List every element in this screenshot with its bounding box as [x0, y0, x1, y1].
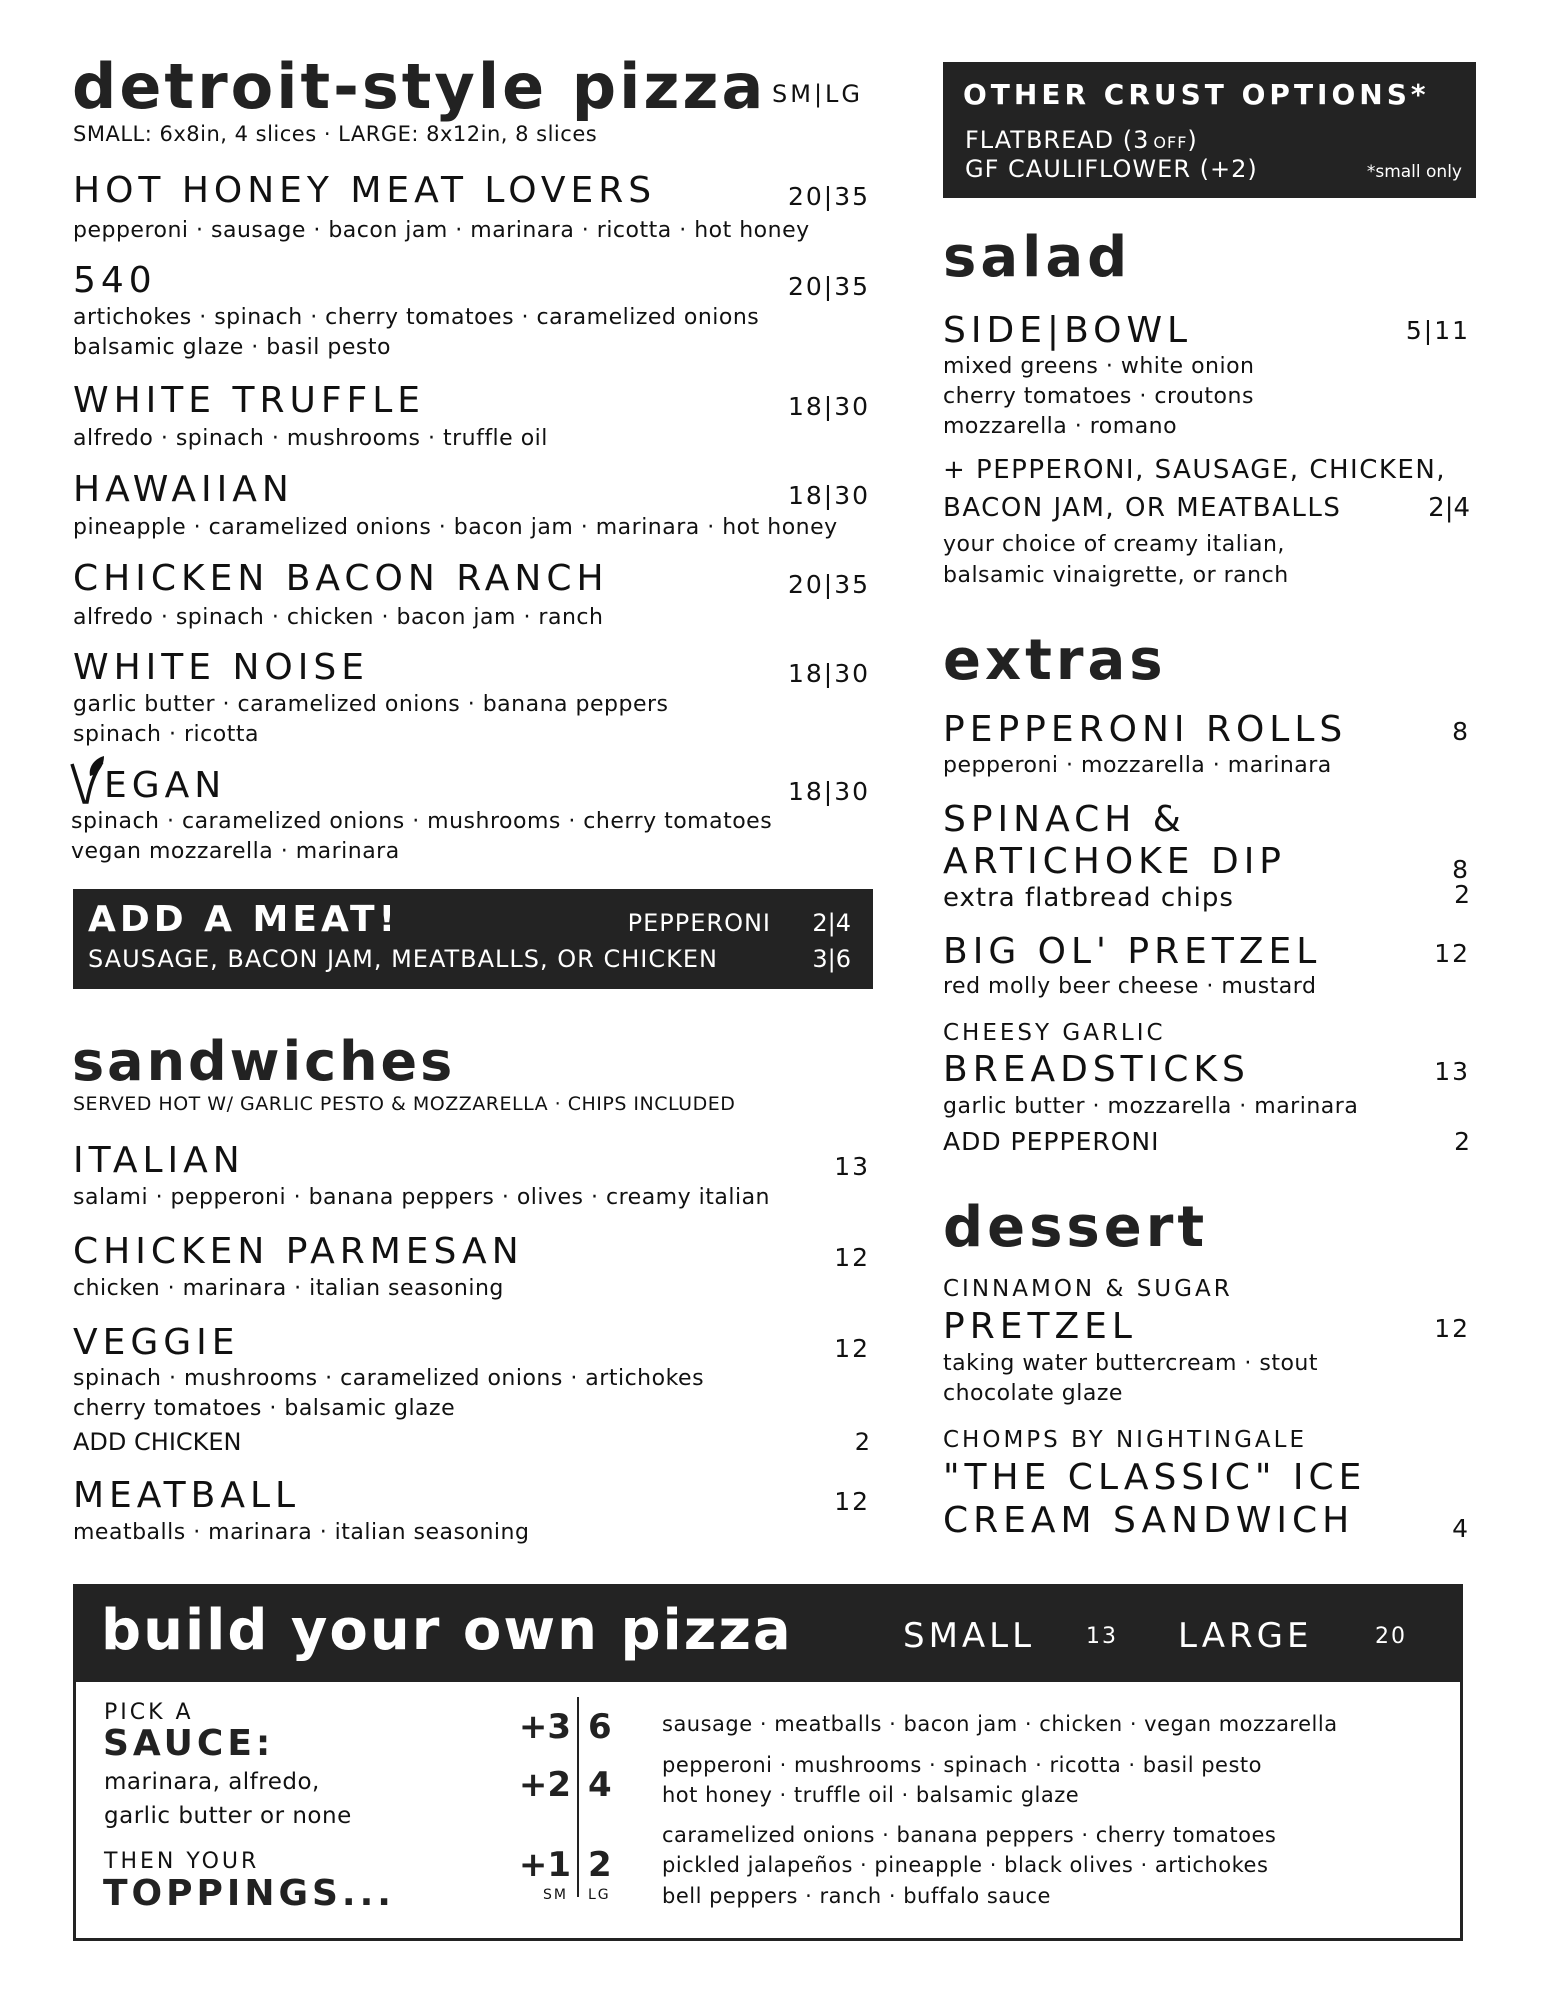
byo-lg-label: LG: [588, 1887, 611, 1903]
item-name: VEGGIE: [73, 1322, 240, 1363]
add-meat-title: ADD A MEAT!: [88, 899, 400, 940]
crust-options-box: [943, 62, 1476, 198]
add-meat-pepperoni-price: 2|4: [812, 909, 851, 937]
byo-price-divider: [577, 1697, 579, 1897]
item-description: red molly beer cheese · mustard: [943, 974, 1317, 999]
menu-item: [943, 1049, 1470, 1090]
addon-label: ADD CHICKEN: [73, 1428, 242, 1456]
salad-addon-line2: BACON JAM, OR MEATBALLS: [943, 493, 1342, 523]
addon-price: 2: [1454, 1127, 1470, 1156]
add-meat-box: [73, 889, 873, 989]
crust-flatbread-label: FLATBREAD (3: [965, 126, 1150, 154]
menu-item: [943, 931, 1470, 972]
item-description: alfredo · spinach · mushrooms · truffle oil: [73, 426, 548, 451]
item-price: 18|30: [787, 659, 870, 688]
byo-small-price: 13: [1086, 1624, 1118, 1649]
byo-large-price: 20: [1375, 1624, 1407, 1649]
item-name: HAWAIIAN: [73, 469, 294, 510]
menu-item: [73, 1475, 870, 1516]
item-name: EGAN: [104, 765, 227, 806]
item-description: pineapple · caramelized onions · bacon jam · marinara · hot honey: [73, 515, 838, 540]
menu-item-vegan: [70, 756, 870, 804]
item-description: spinach · mushrooms · caramelized onions · artichokes: [73, 1366, 705, 1391]
item-description: mozzarella · romano: [943, 414, 1178, 439]
item-description: pepperoni · sausage · bacon jam · marinara · ricotta · hot honey: [73, 218, 810, 243]
item-price: 12: [834, 1487, 870, 1516]
item-pre-label: CINNAMON & SUGAR: [943, 1276, 1233, 1302]
item-price: 12: [834, 1243, 870, 1272]
item-price: 18|30: [787, 481, 870, 510]
item-name: BREADSTICKS: [943, 1049, 1250, 1090]
extras-section-title: extras: [943, 628, 1167, 693]
menu-item: [73, 1231, 870, 1272]
crust-flatbread-close: ): [1187, 126, 1198, 154]
item-name: MEATBALL: [73, 1475, 301, 1516]
crust-flatbread-off: OFF: [1153, 133, 1188, 152]
item-description: garlic butter · caramelized onions · banana peppers: [73, 692, 669, 717]
menu-item: [943, 1306, 1470, 1347]
byo-sauce-options: marinara, alfredo,: [104, 1769, 320, 1795]
byo-tier-lg-price: 6: [588, 1707, 612, 1747]
menu-item: [73, 1140, 870, 1181]
byo-tier-items: pepperoni · mushrooms · spinach · ricotta · basil pesto: [662, 1753, 1262, 1777]
item-name-line2: ARTICHOKE DIP: [943, 841, 1287, 882]
sandwiches-section-title: sandwiches: [72, 1030, 456, 1093]
menu-item: [73, 380, 870, 421]
add-meat-pepperoni-label: PEPPERONI: [627, 909, 771, 937]
crust-title: OTHER CRUST OPTIONS*: [963, 78, 1430, 111]
item-description: artichokes · spinach · cherry tomatoes · caramelized onions: [73, 305, 760, 330]
byo-tier-items: pickled jalapeños · pineapple · black olives · artichokes: [662, 1853, 1269, 1877]
addon-label: extra flatbread chips: [943, 883, 1234, 913]
item-description: taking water buttercream · stout: [943, 1351, 1318, 1376]
item-description: balsamic glaze · basil pesto: [73, 335, 391, 360]
addon-label: ADD PEPPERONI: [943, 1127, 1160, 1156]
byo-toppings-title: TOPPINGS...: [103, 1873, 395, 1914]
item-description: cherry tomatoes · balsamic glaze: [73, 1396, 456, 1421]
item-name: PRETZEL: [943, 1306, 1137, 1347]
salad-addon-price: 2|4: [1428, 493, 1470, 523]
item-description: pepperoni · mozzarella · marinara: [943, 753, 1332, 778]
addon-row: [943, 880, 1470, 913]
item-pre-label: CHEESY GARLIC: [943, 1020, 1166, 1046]
item-description: chocolate glaze: [943, 1381, 1123, 1406]
crust-cauliflower: GF CAULIFLOWER (+2): [965, 155, 1258, 183]
menu-item: [73, 469, 870, 510]
byo-tier-items: sausage · meatballs · bacon jam · chicken · vegan mozzarella: [662, 1712, 1338, 1736]
item-price: 20|35: [787, 272, 870, 301]
salad-dressing: your choice of creamy italian,: [943, 532, 1285, 557]
salad-addon-row: [943, 493, 1470, 523]
addon-price: 2: [854, 1428, 870, 1456]
byo-title: build your own pizza: [101, 1598, 793, 1663]
item-description: cherry tomatoes · croutons: [943, 384, 1254, 409]
byo-box: [73, 1584, 1463, 1941]
pizza-size-subtitle: SMALL: 6x8in, 4 slices · LARGE: 8x12in, 8 slices: [73, 122, 598, 146]
byo-tier-items: bell peppers · ranch · buffalo sauce: [662, 1884, 1051, 1908]
byo-tier-sm-price: +1: [518, 1845, 571, 1885]
item-price: 18|30: [787, 777, 870, 806]
item-name: WHITE NOISE: [73, 647, 369, 688]
item-description: alfredo · spinach · chicken · bacon jam · ranch: [73, 605, 604, 630]
byo-tier-sm-price: +2: [518, 1765, 571, 1805]
item-description: salami · pepperoni · banana peppers · olives · creamy italian: [73, 1185, 770, 1210]
item-description: chicken · marinara · italian seasoning: [73, 1276, 504, 1301]
sandwiches-subtitle: SERVED HOT W/ GARLIC PESTO & MOZZARELLA · CHIPS INCLUDED: [73, 1093, 736, 1115]
add-meat-other-price: 3|6: [812, 945, 851, 973]
byo-tier-items: hot honey · truffle oil · balsamic glaze: [662, 1783, 1080, 1807]
item-description: spinach · ricotta: [73, 722, 259, 747]
item-name-line1: SPINACH &: [943, 799, 1186, 840]
crust-flatbread: [965, 126, 1198, 154]
dessert-section-title: dessert: [943, 1195, 1209, 1260]
item-price: 20|35: [787, 570, 870, 599]
item-name: HOT HONEY MEAT LOVERS: [73, 170, 657, 211]
item-name: SIDE|BOWL: [943, 310, 1193, 351]
item-price: 5|11: [1405, 316, 1470, 345]
item-price: 13: [834, 1152, 870, 1181]
item-description: garlic butter · mozzarella · marinara: [943, 1094, 1359, 1119]
byo-tier-lg-price: 2: [588, 1845, 612, 1885]
byo-large-label: LARGE: [1178, 1616, 1313, 1656]
vegan-name-wrap: [70, 756, 226, 804]
byo-sauce-title: SAUCE:: [103, 1723, 275, 1764]
menu-item: [73, 647, 870, 688]
item-description: vegan mozzarella · marinara: [71, 839, 400, 864]
pizza-section-title: detroit-style pizza: [72, 50, 767, 123]
item-description: meatballs · marinara · italian seasoning: [73, 1520, 530, 1545]
item-name: CHICKEN PARMESAN: [73, 1231, 524, 1272]
item-price: 4: [1452, 1514, 1470, 1543]
byo-sauce-options: garlic butter or none: [104, 1803, 352, 1829]
addon-row: [73, 1428, 870, 1456]
item-price: 8: [1452, 855, 1470, 884]
menu-item: [943, 310, 1470, 351]
item-price: 12: [1434, 1314, 1470, 1343]
menu-item: [73, 170, 870, 211]
byo-toppings-pre: THEN YOUR: [104, 1849, 260, 1874]
vegan-leaf-v-icon: [70, 756, 106, 804]
item-price: 12: [834, 1334, 870, 1363]
item-price: 20|35: [787, 182, 870, 211]
item-name: 540: [73, 260, 157, 301]
item-name-line2: CREAM SANDWICH: [943, 1500, 1355, 1541]
item-description: spinach · caramelized onions · mushrooms · cherry tomatoes: [71, 809, 773, 834]
byo-tier-sm-price: +3: [518, 1707, 571, 1747]
salad-section-title: salad: [943, 225, 1132, 290]
item-price: 8: [1452, 717, 1470, 746]
menu-item: [943, 841, 1470, 884]
byo-small-label: SMALL: [903, 1616, 1036, 1656]
addon-row: [943, 1127, 1470, 1156]
byo-header: [73, 1584, 1463, 1682]
byo-tier-items: caramelized onions · banana peppers · cherry tomatoes: [662, 1823, 1277, 1847]
byo-tier-lg-price: 4: [588, 1765, 612, 1805]
byo-sm-label: SM: [543, 1887, 568, 1903]
item-price: 13: [1434, 1057, 1470, 1086]
salad-addon-line1: + PEPPERONI, SAUSAGE, CHICKEN,: [943, 455, 1447, 485]
salad-dressing: balsamic vinaigrette, or ranch: [943, 563, 1289, 588]
item-name: BIG OL' PRETZEL: [943, 931, 1322, 972]
pizza-size-header: SM|LG: [772, 80, 863, 108]
addon-price: 2: [1454, 880, 1470, 909]
item-price: 18|30: [787, 392, 870, 421]
item-name-line1: "THE CLASSIC" ICE: [943, 1457, 1367, 1498]
menu-item: [943, 1500, 1470, 1543]
item-description: mixed greens · white onion: [943, 354, 1255, 379]
item-name: PEPPERONI ROLLS: [943, 709, 1348, 750]
byo-sauce-pre: PICK A: [104, 1700, 194, 1725]
menu-item: [943, 709, 1470, 750]
item-name: WHITE TRUFFLE: [73, 380, 426, 421]
menu-item: [73, 1322, 870, 1363]
menu-item: [73, 260, 870, 301]
item-price: 12: [1434, 939, 1470, 968]
item-name: CHICKEN BACON RANCH: [73, 558, 609, 599]
item-pre-label: CHOMPS BY NIGHTINGALE: [943, 1427, 1308, 1453]
menu-item: [73, 558, 870, 599]
crust-note: *small only: [1366, 162, 1462, 182]
item-name: ITALIAN: [73, 1140, 245, 1181]
add-meat-other-label: SAUSAGE, BACON JAM, MEATBALLS, OR CHICKEN: [88, 945, 718, 973]
